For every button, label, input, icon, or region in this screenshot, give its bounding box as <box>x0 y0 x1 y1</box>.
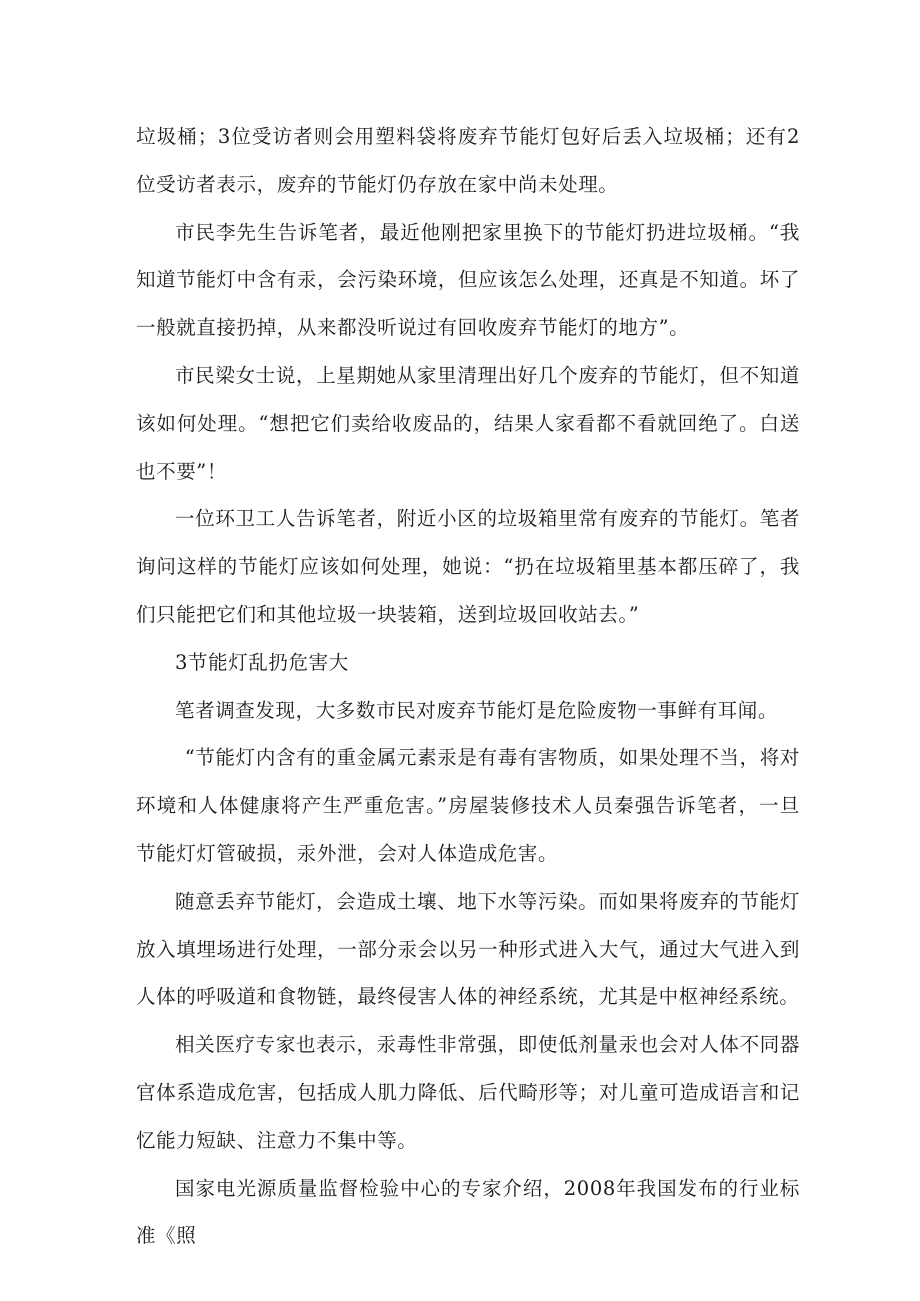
paragraph-medical-expert: 相关医疗专家也表示，汞毒性非常强，即使低剂量汞也会对人体不同器官体系造成危害，包括成人肌力降低、后代畸形等；对儿童可造成语言和记忆能力短缺、注意力不集中等。 <box>136 1033 800 1152</box>
document-body <box>136 113 800 1260</box>
paragraph-ms-liang: 市民梁女士说，上星期她从家里清理出好几个废弃的节能灯，但不知道该如何处理。“想把它们卖给收废品的，结果人家看都不看就回绝了。白送也不要”！ <box>136 363 800 483</box>
section-heading: 3节能灯乱扔危害大 <box>175 650 349 674</box>
paragraph-sanitation-worker: 一位环卫工人告诉笔者，附近小区的垃圾箱里常有废弃的节能灯。笔者询问这样的节能灯应该如何处理，她说：“扔在垃圾箱里基本都压碎了，我们只能把它们和其他垃圾一块装箱，送到垃圾回收站去。” <box>136 507 800 626</box>
paragraph-national-center: 国家电光源质量监督检验中心的专家介绍，2008年我国发布的行业标准《照 <box>136 1176 800 1248</box>
paragraph-continued: 垃圾桶；3位受访者则会用塑料袋将废弃节能灯包好后丢入垃圾桶；还有2位受访者表示，废弃的节能灯仍存放在家中尚未处理。 <box>136 125 800 196</box>
paragraph-pollution: 随意丢弃节能灯，会造成土壤、地下水等污染。而如果将废弃的节能灯放入填埋场进行处理，一部分汞会以另一种形式进入大气，通过大气进入到人体的呼吸道和食物链，最终侵害人体的神经系统，尤其是中枢神经系统。 <box>136 889 800 1009</box>
paragraph-technician-quote: “节能灯内含有的重金属元素汞是有毒有害物质，如果处理不当，将对环境和人体健康将产生严重危害。”房屋装修技术人员秦强告诉笔者，一旦节能灯灯管破损，汞外泄，会对人体造成危害。 <box>136 746 800 865</box>
paragraph-mr-li: 市民李先生告诉笔者，最近他刚把家里换下的节能灯扔进垃圾桶。“我知道节能灯中含有汞，会污染环境，但应该怎么处理，还真是不知道。坏了一般就直接扔掉，从来都没听说过有回收废弃节能灯的地方”。 <box>136 220 800 340</box>
paragraph-survey-finding: 笔者调查发现，大多数市民对废弃节能灯是危险废物一事鲜有耳闻。 <box>175 698 779 722</box>
